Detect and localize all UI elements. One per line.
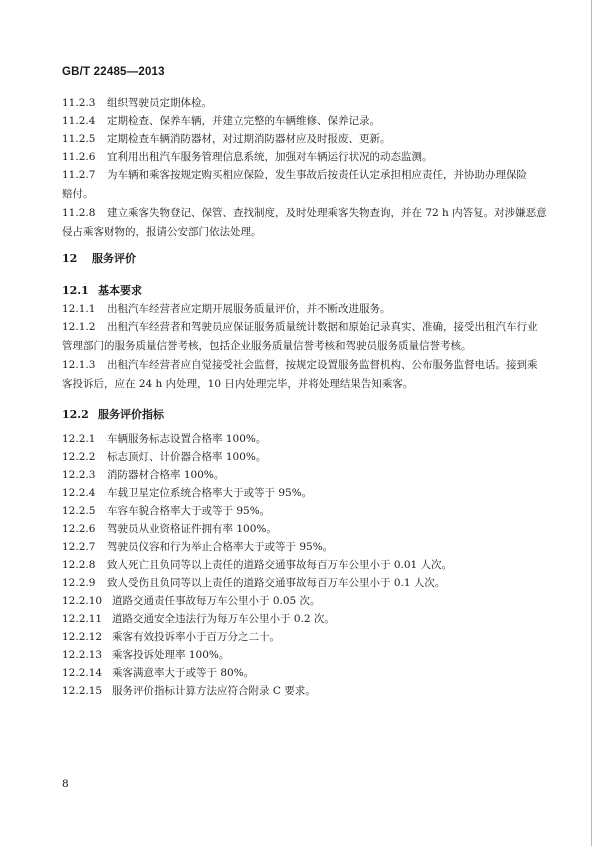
clause-item bbox=[62, 130, 546, 149]
section-number: 12 bbox=[62, 252, 78, 265]
clause-item bbox=[62, 430, 546, 449]
clause-item bbox=[62, 628, 546, 647]
scan-edge-line bbox=[591, 0, 592, 846]
clause-item bbox=[62, 664, 546, 683]
clause-number: 12.2.2 bbox=[62, 451, 96, 463]
clause-text: 定期检查车辆消防器材，对过期消防器材应及时报废、更新。 bbox=[107, 133, 391, 145]
clause-text: 出租汽车经营者应定期开展服务质量评价，并不断改进服务。 bbox=[107, 303, 391, 315]
clause-text: 车载卫星定位系统合格率大于或等于 95%。 bbox=[107, 487, 313, 499]
clause-text: 消防器材合格率 100%。 bbox=[107, 469, 225, 481]
clause-item bbox=[62, 556, 546, 575]
clause-text-continued: 赔付。 bbox=[62, 188, 94, 200]
clause-text: 致人受伤且负同等以上责任的道路交通事故每百万车公里小于 0.1 人次。 bbox=[107, 577, 446, 589]
clause-number: 12.2.15 bbox=[62, 685, 103, 697]
clause-text: 车辆服务标志设置合格率 100%。 bbox=[107, 433, 267, 445]
clause-number: 12.2.1 bbox=[62, 433, 96, 445]
subsection-heading bbox=[62, 282, 142, 298]
clause-number: 12.2.6 bbox=[62, 523, 96, 535]
clause-item bbox=[62, 646, 546, 665]
subsection-title: 基本要求 bbox=[98, 284, 142, 297]
clause-item bbox=[62, 166, 546, 204]
clause-number: 12.2.5 bbox=[62, 505, 96, 517]
clause-text: 致人死亡且负同等以上责任的道路交通事故每百万车公里小于 0.01 人次。 bbox=[107, 559, 453, 571]
clause-text: 出租汽车经营者和驾驶员应保证服务质量统计数据和原始记录真实、准确，接受出租汽车行业 bbox=[107, 321, 538, 333]
subsection-title: 服务评价指标 bbox=[98, 408, 164, 421]
subsection-heading bbox=[62, 406, 164, 422]
clause-number: 12.2.4 bbox=[62, 487, 96, 499]
clause-text: 宜利用出租汽车服务管理信息系统，加强对车辆运行状况的动态监测。 bbox=[107, 151, 433, 163]
clause-number: 12.1.3 bbox=[62, 359, 96, 371]
clause-item bbox=[62, 300, 546, 319]
clause-item bbox=[62, 466, 546, 485]
clause-item bbox=[62, 538, 546, 557]
subsection-number: 12.2 bbox=[62, 408, 89, 421]
clause-number: 11.2.4 bbox=[62, 115, 96, 127]
clause-number: 12.2.10 bbox=[62, 595, 103, 607]
standard-code: GB/T 22485—2013 bbox=[62, 66, 165, 78]
clause-text: 为车辆和乘客按规定购买相应保险，发生事故后按责任认定承担相应责任，并协助办理保险 bbox=[107, 169, 527, 181]
clause-item bbox=[62, 204, 546, 242]
clause-text: 乘客有效投诉率小于百万分之二十。 bbox=[112, 631, 280, 643]
clause-text-continued: 侵占乘客财物的，报请公安部门依法处理。 bbox=[62, 226, 262, 238]
subsection-number: 12.1 bbox=[62, 284, 89, 297]
clause-text: 道路交通责任事故每万车公里小于 0.05 次。 bbox=[112, 595, 321, 607]
clause-number: 11.2.5 bbox=[62, 133, 96, 145]
clause-number: 11.2.3 bbox=[62, 97, 96, 109]
clause-number: 12.2.8 bbox=[62, 559, 96, 571]
clause-text: 乘客投诉处理率 100%。 bbox=[112, 649, 230, 661]
clause-item bbox=[62, 356, 546, 394]
clause-number: 12.2.14 bbox=[62, 667, 103, 679]
clause-text: 道路交通安全违法行为每万车公里小于 0.2 次。 bbox=[112, 613, 335, 625]
clause-number: 12.1.2 bbox=[62, 321, 96, 333]
clause-item bbox=[62, 148, 546, 167]
clause-item bbox=[62, 574, 546, 593]
clause-item bbox=[62, 94, 546, 113]
clause-item bbox=[62, 682, 546, 701]
clause-number: 12.2.9 bbox=[62, 577, 96, 589]
clause-item bbox=[62, 610, 546, 629]
clause-text: 标志顶灯、计价器合格率 100%。 bbox=[107, 451, 267, 463]
clause-text: 服务评价指标计算方法应符合附录 C 要求。 bbox=[112, 685, 316, 697]
clause-item bbox=[62, 318, 546, 356]
clause-text: 定期检查、保养车辆，并建立完整的车辆维修、保养记录。 bbox=[107, 115, 380, 127]
clause-text-continued: 管理部门的服务质量信誉考核，包括企业服务质量信誉考核和驾驶员服务质量信誉考核。 bbox=[62, 340, 472, 352]
clause-text: 驾驶员从业资格证件拥有率 100%。 bbox=[107, 523, 277, 535]
clause-text-continued: 客投诉后，应在 24 h 内处理，10 日内处理完毕，并将处理结果告知乘客。 bbox=[62, 378, 414, 390]
section-heading bbox=[62, 250, 136, 266]
clause-text: 驾驶员仪容和行为举止合格率大于或等于 95%。 bbox=[107, 541, 334, 553]
clause-number: 12.2.13 bbox=[62, 649, 103, 661]
clause-number: 11.2.7 bbox=[62, 169, 96, 181]
clause-number: 12.2.12 bbox=[62, 631, 103, 643]
clause-item bbox=[62, 520, 546, 539]
clause-number: 12.1.1 bbox=[62, 303, 96, 315]
clause-item bbox=[62, 448, 546, 467]
clause-text: 乘客满意率大于或等于 80%。 bbox=[112, 667, 255, 679]
page-number: 8 bbox=[62, 778, 69, 790]
clause-text: 建立乘客失物登记、保管、查找制度，及时处理乘客失物查询，并在 72 h 内答复。对涉嫌恶意 bbox=[107, 207, 547, 219]
clause-number: 12.2.7 bbox=[62, 541, 96, 553]
clause-number: 11.2.8 bbox=[62, 207, 96, 219]
clause-number: 12.2.3 bbox=[62, 469, 96, 481]
clause-text: 出租汽车经营者应自觉接受社会监督，按规定设置服务监督机构、公布服务监督电话。接到乘 bbox=[107, 359, 538, 371]
clause-text: 车容车貌合格率大于或等于 95%。 bbox=[107, 505, 271, 517]
clause-item bbox=[62, 502, 546, 521]
clause-number: 11.2.6 bbox=[62, 151, 96, 163]
clause-text: 组织驾驶员定期体检。 bbox=[107, 97, 212, 109]
section-title: 服务评价 bbox=[92, 252, 136, 265]
clause-number: 12.2.11 bbox=[62, 613, 103, 625]
clause-item bbox=[62, 112, 546, 131]
clause-item bbox=[62, 484, 546, 503]
clause-item bbox=[62, 592, 546, 611]
